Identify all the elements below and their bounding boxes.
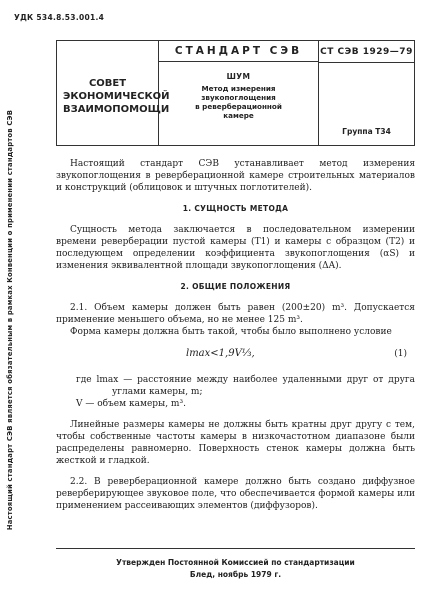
- subtitle-line: камере: [223, 111, 254, 120]
- group-label: Группа Т34: [342, 127, 391, 136]
- approval-footer: [56, 548, 415, 579]
- legend-line: где lmax — расстояние между наиболее удаленными друг от друга углами камеры, m;: [76, 375, 415, 397]
- formula-number: (1): [394, 349, 407, 359]
- standard-label: СТАНДАРТ СЭВ: [174, 45, 303, 57]
- org-cell: [57, 41, 170, 145]
- section-1-text: Сущность метода заключается в последовательном измерении времени реверберации пустой камеры (T1) и камеры с образцом (T2) и последующем определении коэффициента звукопоглощения (αS) и изменения эквивалентной площади звукопоглощения (ΔA).: [56, 225, 415, 271]
- code-cell: [319, 41, 414, 145]
- side-note-text: Настоящий стандарт СЭВ является обязательным в рамках Конвенции о применении стандартов СЭВ: [6, 109, 14, 531]
- org-line: ВЗАИМОПОМОЩИ: [63, 104, 170, 115]
- subtitle-line: в реверберационной: [195, 102, 282, 111]
- document-body: [56, 158, 415, 521]
- standard-code: СТ СЭВ 1929—79: [320, 47, 413, 57]
- topic-title: ШУМ: [226, 72, 251, 81]
- side-note: [0, 95, 20, 545]
- section-2-title: 2. ОБЩИЕ ПОЛОЖЕНИЯ: [180, 282, 291, 291]
- subtitle-line: Метод измерения: [201, 84, 276, 93]
- org-line: ЭКОНОМИЧЕСКОЙ: [63, 91, 170, 102]
- header-table: [56, 40, 415, 146]
- approval-place-date: Блед, ноябрь 1979 г.: [189, 570, 282, 579]
- title-cell: [159, 41, 319, 145]
- approval-line: Утвержден Постоянной Комиссией по стандартизации: [116, 558, 355, 567]
- paragraph-dimensions: Линейные размеры камеры не должны быть кратны друг другу с тем, чтобы собственные частоты камеры в низкочастотном диапазоне были распределены равномерно. Поверхность стенок камеры должна быть жесткой и гладкой.: [56, 420, 415, 466]
- paragraph-2-1: 2.1. Объем камеры должен быть равен (200±20) m³. Допускается применение меньшего объема, но не менее 125 m³.: [56, 303, 415, 325]
- legend-line: V — объем камеры, m³.: [76, 399, 186, 409]
- org-name: [63, 77, 170, 116]
- formula: [56, 344, 415, 368]
- intro-paragraph: Настоящий стандарт СЭВ устанавливает метод измерения звукопоглощения в реверберационной камере строительных материалов и конструкций (облицовок и штучных поглотителей).: [56, 159, 415, 193]
- section-1-title: 1. СУЩНОСТЬ МЕТОДА: [182, 204, 289, 213]
- paragraph-2-1-condition: Форма камеры должна быть такой, чтобы было выполнено условие: [70, 327, 392, 337]
- udk-code: УДК 534.8.53.001.4: [14, 13, 105, 22]
- formula-legend: [56, 374, 415, 410]
- formula-expression: lmax<1,9V⅓,: [186, 348, 255, 359]
- subtitle-line: звукопоглощения: [201, 93, 276, 102]
- paragraph-2-2: 2.2. В реверберационной камере должно быть создано диффузное реверберирующее звуковое поле, что обеспечивается формой камеры или применением рассеивающих элементов (диффузоров).: [56, 477, 415, 511]
- subtitle: [159, 84, 318, 120]
- org-line: СОВЕТ: [88, 78, 127, 89]
